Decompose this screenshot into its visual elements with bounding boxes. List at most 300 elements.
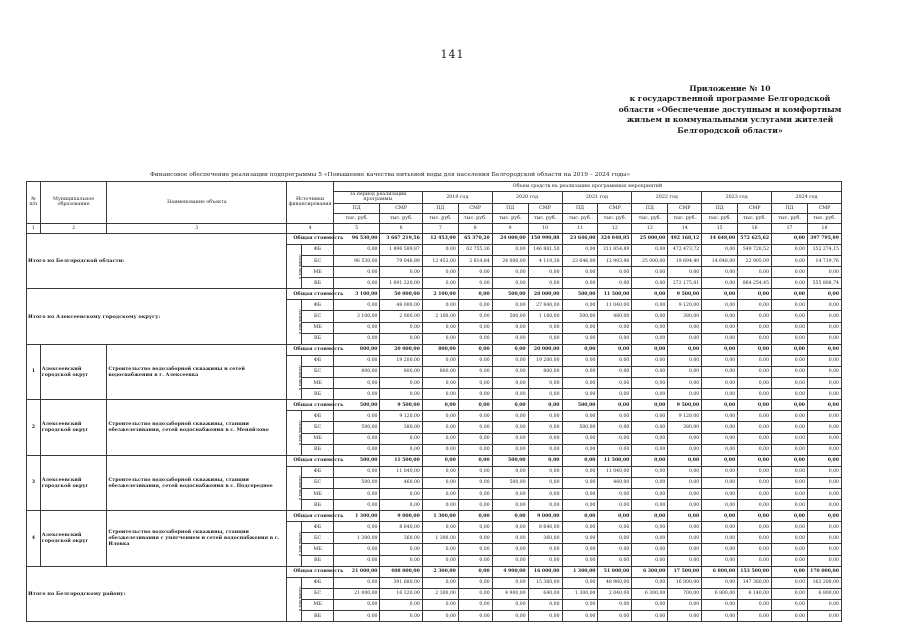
header-period-total: За период реализации программы [333,192,422,204]
column-number: 10 [528,223,562,233]
object-name: Строительство водозаборной скважины и сетей водоснабжения в г. Алексеевка [107,344,287,399]
amount-cell: 0,00 [333,244,380,255]
total-cost-label: Общая стоимость [287,233,334,244]
amount-cell: 0,00 [492,400,528,411]
amount-cell: 1 160,00 [528,311,562,322]
header-unit: тыс. руб. [808,213,842,223]
header-unit: тыс. руб. [738,213,772,223]
including-label [287,355,302,399]
amount-cell: 0,00 [562,267,598,278]
header-pd: ПД [772,203,808,213]
amount-cell: 6 800,00 [808,588,842,599]
amount-cell: 0,00 [562,244,598,255]
amount-cell: 9 120,00 [380,411,422,422]
amount-cell: 0,00 [528,500,562,511]
amount-cell: 0,00 [702,411,738,422]
amount-cell: 0,00 [738,522,772,533]
municipality-name: Алексеевский городской округ [40,344,107,399]
amount-cell: 800,00 [333,366,380,377]
amount-cell: 500,00 [562,422,598,433]
funding-source-label: ВБ [302,500,334,511]
amount-cell: 0,00 [772,344,808,355]
amount-cell: 0,00 [422,466,458,477]
amount-cell: 0,00 [458,300,492,311]
amount-cell: 0,00 [668,500,702,511]
amount-cell: 0,00 [668,444,702,455]
amount-cell: 0,00 [772,355,808,366]
amount-cell: 800,00 [333,344,380,355]
amount-cell: 0,00 [598,333,632,344]
amount-cell: 0,00 [422,300,458,311]
amount-cell: 0,00 [632,477,668,488]
amount-cell: 572 625,62 [738,233,772,244]
amount-cell: 0,00 [528,411,562,422]
amount-cell: 0,00 [562,333,598,344]
amount-cell: 0,00 [772,333,808,344]
amount-cell: 0,00 [598,444,632,455]
amount-cell: 0,00 [668,433,702,444]
amount-cell: 0,00 [492,577,528,588]
amount-cell: 460,00 [380,477,422,488]
amount-cell: 0,00 [598,366,632,377]
amount-cell: 0,00 [458,500,492,511]
amount-cell: 6 140,00 [738,588,772,599]
amount-cell: 0,00 [772,267,808,278]
amount-cell: 0,00 [702,322,738,333]
amount-cell: 408 000,00 [380,566,422,577]
amount-cell: 0,00 [598,378,632,389]
amount-cell: 0,00 [562,511,598,522]
amount-cell: 1 300,00 [422,511,458,522]
amount-cell: 1 691 220,00 [380,278,422,289]
amount-cell: 0,00 [492,366,528,377]
amount-cell: 0,00 [772,378,808,389]
amount-cell: 0,00 [458,411,492,422]
amount-cell: 2 100,00 [422,289,458,300]
amount-cell: 0,00 [808,611,842,622]
amount-cell: 0,00 [702,422,738,433]
amount-cell: 0,00 [492,422,528,433]
page-number: 141 [440,48,465,61]
amount-cell: 0,00 [738,355,772,366]
amount-cell: 0,00 [422,411,458,422]
amount-cell: 0,00 [808,477,842,488]
amount-cell: 0,00 [562,278,598,289]
amount-cell: 3 100,00 [333,289,380,300]
table-row [27,344,878,355]
header-pd: ПД [632,203,668,213]
amount-cell: 19 200,00 [380,355,422,366]
amount-cell: 0,00 [492,533,528,544]
amount-cell: 0,00 [632,300,668,311]
amount-cell: 0,00 [458,433,492,444]
amount-cell: 6 800,00 [702,566,738,577]
including-label [287,522,302,566]
amount-cell: 0,00 [333,466,380,477]
amount-cell: 0,00 [772,278,808,289]
amount-cell: 0,00 [598,533,632,544]
amount-cell: 0,00 [562,477,598,488]
amount-cell: 0,00 [333,389,380,400]
amount-cell: 0,00 [738,500,772,511]
amount-cell: 48 000,00 [380,300,422,311]
amount-cell: 0,00 [738,433,772,444]
appendix-line: жильем и коммунальными услугами жителей [626,115,834,125]
amount-cell: 0,00 [422,333,458,344]
funding-source-label: МБ [302,433,334,444]
amount-cell: 0,00 [772,500,808,511]
amount-cell: 500,00 [492,455,528,466]
funding-source-label: ВБ [302,278,334,289]
amount-cell: 0,00 [738,389,772,400]
amount-cell: 0,00 [458,577,492,588]
amount-cell: 0,00 [808,544,842,555]
amount-cell: 0,00 [808,422,842,433]
amount-cell: 0,00 [668,533,702,544]
amount-cell: 0,00 [702,611,738,622]
amount-cell: 0,00 [528,400,562,411]
amount-cell: 0,00 [668,488,702,499]
amount-cell: 0,00 [808,267,842,278]
appendix-line: к государственной программе Белгородской [629,94,831,104]
amount-cell: 0,00 [808,411,842,422]
header-year: 2019 год [422,192,492,204]
municipality-name: Алексеевский городской округ [40,400,107,455]
amount-cell: 0,00 [333,555,380,566]
amount-cell: 800,00 [422,366,458,377]
amount-cell: 0,00 [702,500,738,511]
amount-cell: 0,00 [598,400,632,411]
amount-cell: 0,00 [738,344,772,355]
object-name: Строительство водозаборной скважины, станции обезжелезивания, сетей водоснабжения в с. Меняйлово [107,400,287,455]
column-number: 17 [772,223,808,233]
amount-cell: 380,00 [668,311,702,322]
amount-cell: 0,00 [333,577,380,588]
amount-cell: 0,00 [632,355,668,366]
amount-cell: 0,00 [632,444,668,455]
amount-cell: 9 120,00 [668,411,702,422]
amount-cell: 170 000,00 [808,566,842,577]
amount-cell: 0,00 [772,233,808,244]
amount-cell: 0,00 [738,411,772,422]
amount-cell: 4 900,00 [492,566,528,577]
amount-cell: 0,00 [492,611,528,622]
amount-cell: 472 473,72 [668,244,702,255]
amount-cell: 0,00 [772,466,808,477]
amount-cell: 0,00 [562,599,598,610]
amount-cell: 0,00 [632,522,668,533]
amount-cell: 0,00 [422,278,458,289]
header-pd: ПД [333,203,380,213]
header-unit: тыс. руб. [380,213,422,223]
amount-cell: 0,00 [702,300,738,311]
amount-cell: 163 200,00 [808,577,842,588]
amount-cell: 0,00 [632,500,668,511]
amount-cell: 0,00 [528,599,562,610]
amount-cell: 0,00 [422,355,458,366]
amount-cell: 24 000,00 [492,256,528,267]
amount-cell: 21 000,00 [333,566,380,577]
amount-cell: 17 500,00 [668,566,702,577]
amount-cell: 0,00 [492,488,528,499]
amount-cell: 0,00 [632,311,668,322]
header-pd: ПД [702,203,738,213]
amount-cell: 0,00 [632,611,668,622]
amount-cell: 0,00 [333,522,380,533]
amount-cell: 50 000,00 [380,289,422,300]
amount-cell: 0,00 [598,422,632,433]
amount-cell: 19 200,00 [528,355,562,366]
amount-cell: 460,00 [598,477,632,488]
amount-cell: 864 254,45 [738,278,772,289]
total-cost-label: Общая стоимость [287,566,334,577]
amount-cell: 0,00 [702,244,738,255]
amount-cell: 0,00 [458,611,492,622]
amount-cell: 0,00 [668,511,702,522]
column-number: 7 [422,223,458,233]
appendix-heading [580,84,880,136]
amount-cell: 0,00 [380,444,422,455]
amount-cell: 0,00 [632,289,668,300]
amount-cell: 0,00 [492,433,528,444]
header-municipality: Муниципальное образование [40,182,107,224]
funding-source-label: ФБ [302,466,334,477]
amount-cell: 0,00 [702,599,738,610]
amount-cell: 0,00 [632,599,668,610]
amount-cell: 0,00 [528,378,562,389]
amount-cell: 0,00 [562,389,598,400]
amount-cell: 0,00 [598,488,632,499]
amount-cell: 0,00 [422,611,458,622]
header-smr: СМР [458,203,492,213]
amount-cell: 0,00 [492,555,528,566]
amount-cell: 0,00 [458,588,492,599]
amount-cell: 0,00 [380,488,422,499]
amount-cell: 0,00 [458,389,492,400]
row-number: 4 [27,511,41,566]
amount-cell: 0,00 [772,566,808,577]
amount-cell: 0,00 [562,488,598,499]
municipality-name: Алексеевский городской округ [40,455,107,510]
amount-cell: 0,00 [422,455,458,466]
amount-cell: 0,00 [772,256,808,267]
amount-cell: 0,00 [702,267,738,278]
amount-cell: 0,00 [380,544,422,555]
funding-source-label: МБ [302,267,334,278]
row-number: 1 [27,344,41,399]
amount-cell: 2 000,00 [380,311,422,322]
amount-cell: 0,00 [632,577,668,588]
amount-cell: 0,00 [458,488,492,499]
funding-source-label: ФБ [302,300,334,311]
header-pd: ПД [422,203,458,213]
amount-cell: 11 040,00 [598,300,632,311]
header-year: 2020 год [492,192,562,204]
amount-cell: 0,00 [738,611,772,622]
amount-cell: 397 795,89 [808,233,842,244]
amount-cell: 0,00 [668,455,702,466]
column-number: 5 [333,223,380,233]
amount-cell: 0,00 [738,400,772,411]
funding-source-label: БС [302,256,334,267]
total-cost-label: Общая стоимость [287,511,334,522]
amount-cell: 0,00 [598,611,632,622]
amount-cell: 391 680,00 [380,577,422,588]
header-unit: тыс. руб. [562,213,598,223]
amount-cell: 0,00 [528,477,562,488]
amount-cell: 0,00 [422,444,458,455]
amount-cell: 0,00 [702,466,738,477]
amount-cell: 0,00 [333,322,380,333]
amount-cell: 96 530,00 [333,233,380,244]
header-year: 2021 год [562,192,632,204]
amount-cell: 0,00 [632,333,668,344]
amount-cell: 0,00 [772,544,808,555]
amount-cell: 0,00 [528,611,562,622]
amount-cell: 0,00 [528,422,562,433]
amount-cell: 0,00 [598,555,632,566]
block-total-label: Итого по Алексеевскому городскому округу: [27,289,287,344]
amount-cell: 0,00 [458,400,492,411]
header-unit: тыс. руб. [702,213,738,223]
amount-cell: 0,00 [668,555,702,566]
amount-cell: 272 175,81 [668,278,702,289]
funding-source-label: МБ [302,322,334,333]
amount-cell: 0,00 [772,244,808,255]
including-label [287,244,302,288]
amount-cell: 146 881,50 [528,244,562,255]
amount-cell: 0,00 [738,267,772,278]
table-title: Финансовое обеспечение реализации подпрограммы 5 «Повышение качества питьевой воды для населения Белгородской области на 2019 – 2024 годы» [150,172,631,178]
column-number: 12 [598,223,632,233]
amount-cell: 500,00 [492,311,528,322]
amount-cell: 8 640,00 [528,522,562,533]
amount-cell: 23 646,00 [562,256,598,267]
amount-cell: 0,00 [492,322,528,333]
amount-cell: 0,00 [738,322,772,333]
amount-cell: 380,00 [380,422,422,433]
amount-cell: 6 800,00 [702,588,738,599]
amount-cell: 500,00 [562,400,598,411]
amount-cell: 0,00 [458,522,492,533]
amount-cell: 311 854,89 [598,244,632,255]
amount-cell: 0,00 [702,444,738,455]
including-label [287,300,302,344]
amount-cell: 0,00 [458,333,492,344]
header-unit: тыс. руб. [333,213,380,223]
amount-cell: 2 040,00 [598,588,632,599]
amount-cell: 500,00 [562,289,598,300]
amount-cell: 0,00 [333,300,380,311]
funding-source-label: ВБ [302,611,334,622]
financing-table [26,181,878,622]
amount-cell: 800,00 [422,344,458,355]
amount-cell: 0,00 [702,344,738,355]
amount-cell: 500,00 [333,422,380,433]
amount-cell: 0,00 [702,400,738,411]
including-label [287,577,302,621]
amount-cell: 0,00 [808,511,842,522]
amount-cell: 0,00 [702,488,738,499]
amount-cell: 0,00 [528,466,562,477]
amount-cell: 25 000,00 [632,256,668,267]
including-text: в том числе: [297,364,303,390]
amount-cell: 0,00 [668,366,702,377]
amount-cell: 0,00 [422,577,458,588]
funding-source-label: МБ [302,599,334,610]
amount-cell: 0,00 [562,611,598,622]
amount-cell: 0,00 [598,500,632,511]
amount-cell: 0,00 [668,378,702,389]
amount-cell: 0,00 [598,344,632,355]
amount-cell: 11 500,00 [380,455,422,466]
amount-cell: 0,00 [772,422,808,433]
appendix-line: Приложение № 10 [689,84,771,93]
amount-cell: 0,00 [422,544,458,555]
block-total-label: Итого по Белгородскому району: [27,566,287,621]
table-row [27,511,878,522]
amount-cell: 0,00 [492,599,528,610]
amount-cell: 1 300,00 [422,533,458,544]
amount-cell: 0,00 [528,333,562,344]
amount-cell: 0,00 [738,422,772,433]
amount-cell: 0,00 [380,500,422,511]
amount-cell: 800,00 [528,366,562,377]
amount-cell: 500,00 [562,311,598,322]
funding-source-label: МБ [302,378,334,389]
amount-cell: 0,00 [333,433,380,444]
amount-cell: 0,00 [702,389,738,400]
amount-cell: 0,00 [668,466,702,477]
amount-cell: 2 100,00 [422,311,458,322]
amount-cell: 0,00 [808,389,842,400]
amount-cell: 0,00 [772,577,808,588]
amount-cell: 0,00 [632,278,668,289]
amount-cell: 9 000,00 [380,511,422,522]
amount-cell: 0,00 [738,544,772,555]
amount-cell: 0,00 [738,599,772,610]
amount-cell: 0,00 [422,267,458,278]
amount-cell: 0,00 [738,466,772,477]
amount-cell: 0,00 [528,544,562,555]
amount-cell: 14 648,00 [702,256,738,267]
funding-source-label: МБ [302,544,334,555]
amount-cell: 0,00 [772,488,808,499]
amount-cell: 0,00 [772,389,808,400]
amount-cell: 0,00 [422,500,458,511]
amount-cell: 0,00 [422,433,458,444]
amount-cell: 0,00 [598,544,632,555]
amount-cell: 0,00 [808,300,842,311]
amount-cell: 3 100,00 [333,311,380,322]
amount-cell: 0,00 [808,444,842,455]
including-text: в том числе: [297,420,303,445]
amount-cell: 0,00 [702,433,738,444]
appendix-line: области «Обеспечение доступным и комфортным [618,104,842,114]
amount-cell: 0,00 [422,422,458,433]
funding-source-label: МБ [302,488,334,499]
amount-cell: 2 300,00 [422,588,458,599]
amount-cell: 4 119,38 [528,256,562,267]
amount-cell: 28 000,00 [528,289,562,300]
amount-cell: 0,00 [528,278,562,289]
header-pd: ПД [562,203,598,213]
amount-cell: 0,00 [808,400,842,411]
amount-cell: 1 300,00 [333,511,380,522]
amount-cell: 14 648,00 [702,233,738,244]
amount-cell: 0,00 [598,599,632,610]
amount-cell: 0,00 [422,477,458,488]
